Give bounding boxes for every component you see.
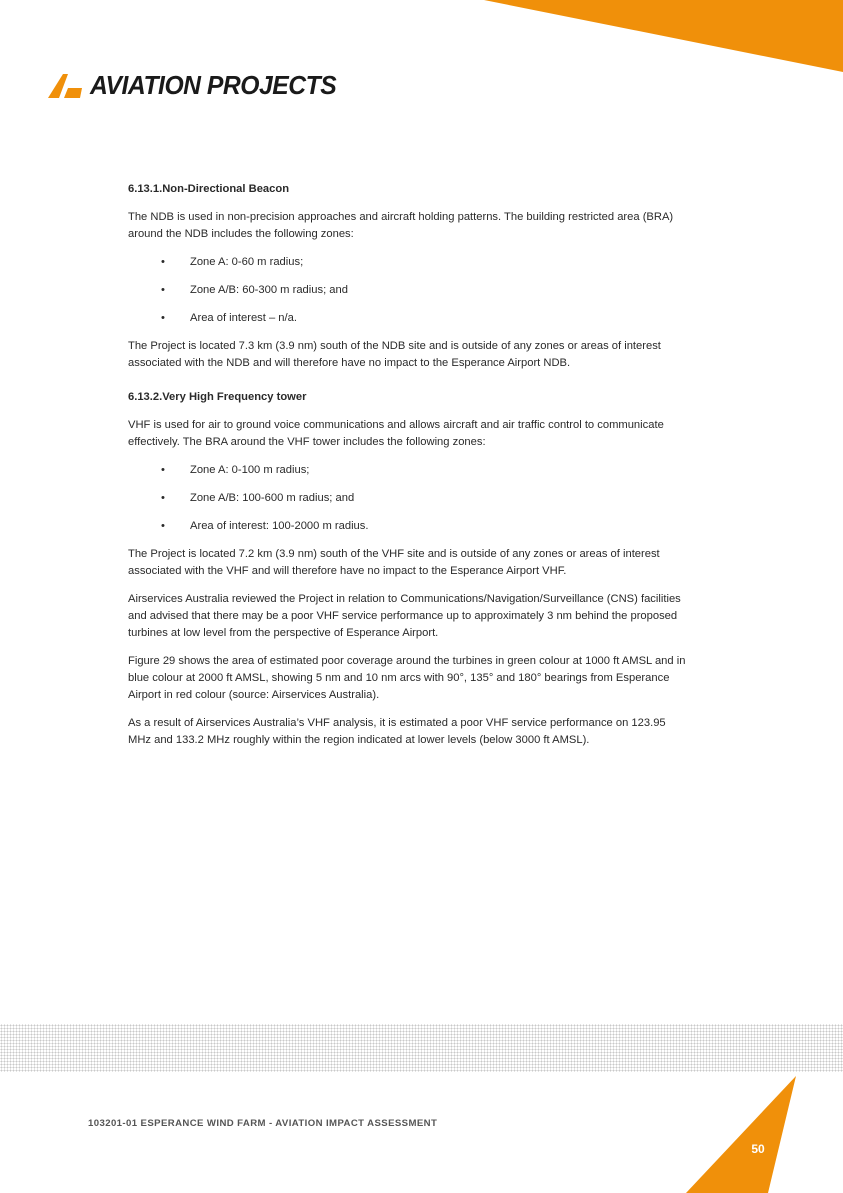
aviation-projects-logo-icon [48,72,84,98]
document-body [128,181,688,760]
bullet-icon: • [161,520,165,532]
page-corner-triangle [686,1076,843,1193]
header-ribbon [0,0,843,80]
paragraph: VHF is used for air to ground voice communications and allows aircraft and air traffic control to communicate effectively. The BRA around the VHF tower includes the following zones: [128,419,664,448]
list-item: • Zone A/B: 60-300 m radius; and [128,282,688,299]
bullet-icon: • [161,492,165,504]
decorative-dot-band [0,1024,843,1072]
paragraph: Airservices Australia reviewed the Project in relation to Communications/Navigation/Surveillance (CNS) facilities and advised that there may be a poor VHF service performance up to approximately 3 nm behind the proposed turbines at low level from the perspective of Esperance Airport. [128,593,681,639]
list-item: • Zone A: 0-60 m radius; [128,254,688,271]
bullet-icon: • [161,312,165,324]
zone-list-vhf [128,462,688,535]
paragraph: The Project is located 7.3 km (3.9 nm) south of the NDB site and is outside of any zones or areas of interest associated with the NDB and will therefore have no impact to the Esperance Airport NDB. [128,340,661,369]
list-item: • Zone A: 0-100 m radius; [128,462,688,479]
page-number: 50 [751,1142,765,1156]
paragraph: Figure 29 shows the area of estimated poor coverage around the turbines in green colour at 1000 ft AMSL and in blue colour at 2000 ft AMSL, showing 5 nm and 10 nm arcs with 90°, 135° and 180° bearings from Esperance Airport in red colour (source: Airservices Australia). [128,655,686,701]
bullet-icon: • [161,256,165,268]
list-item: • Area of interest – n/a. [128,310,688,327]
bullet-icon: • [161,284,165,296]
paragraph: As a result of Airservices Australia’s VHF analysis, it is estimated a poor VHF service performance on 123.95 MHz and 133.2 MHz roughly within the region indicated at lower levels (below 3000 ft AMSL). [128,717,666,746]
zone-list-ndb [128,254,688,327]
bullet-icon: • [161,464,165,476]
brand-name: AVIATION PROJECTS [90,69,337,100]
footer-document-title: 103201-01 ESPERANCE WIND FARM - AVIATION IMPACT ASSESSMENT [88,1118,438,1129]
section-heading-ndb: 6.13.1.Non-Directional Beacon [128,183,290,195]
list-item: • Zone A/B: 100-600 m radius; and [128,490,688,507]
list-item: • Area of interest: 100-2000 m radius. [128,518,688,535]
brand-logo [48,70,349,100]
paragraph: The NDB is used in non-precision approaches and aircraft holding patterns. The building restricted area (BRA) around the NDB includes the following zones: [128,211,674,240]
paragraph: The Project is located 7.2 km (3.9 nm) south of the VHF site and is outside of any zones or areas of interest associated with the VHF and will therefore have no impact to the Esperance Airport VHF. [128,548,660,577]
section-heading-vhf: 6.13.2.Very High Frequency tower [128,391,307,403]
